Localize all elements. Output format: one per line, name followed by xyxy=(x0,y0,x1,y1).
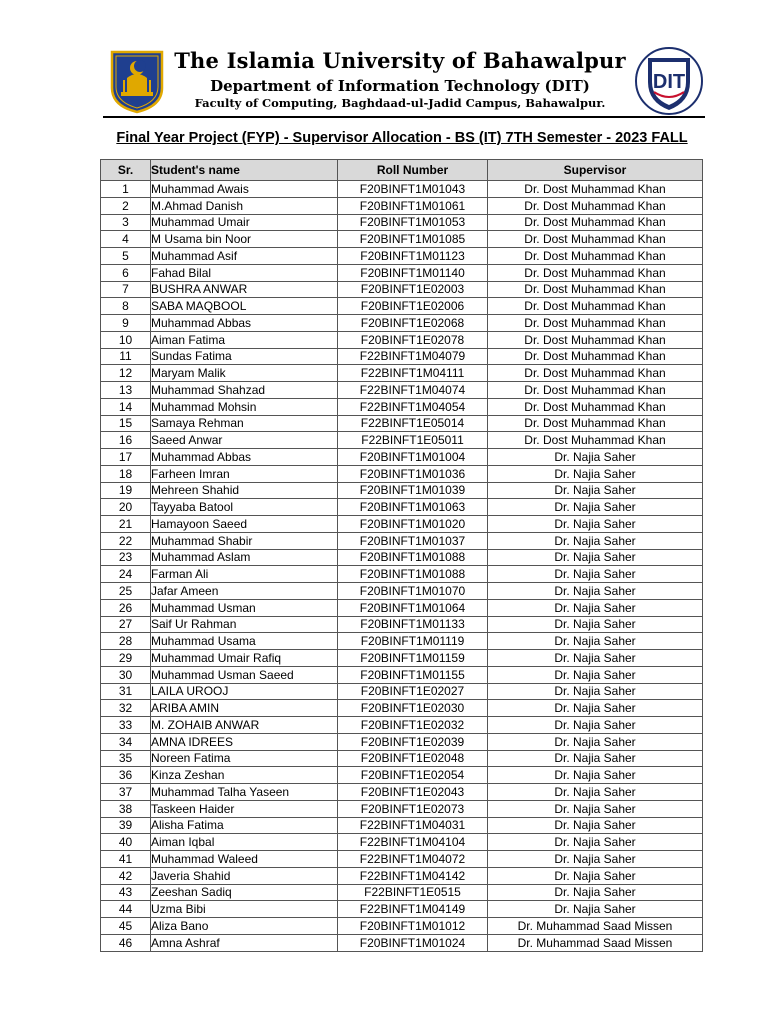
cell-supervisor: Dr. Najia Saher xyxy=(488,817,703,834)
table-row xyxy=(101,214,703,231)
cell-sr: 34 xyxy=(101,733,151,750)
cell-student-name: Muhammad Usman xyxy=(151,599,338,616)
cell-roll-number: F22BINFT1M04054 xyxy=(338,398,488,415)
cell-sr: 32 xyxy=(101,700,151,717)
cell-roll-number: F20BINFT1M01043 xyxy=(338,181,488,198)
table-row xyxy=(101,516,703,533)
cell-sr: 15 xyxy=(101,415,151,432)
cell-roll-number: F20BINFT1M01088 xyxy=(338,549,488,566)
cell-supervisor: Dr. Dost Muhammad Khan xyxy=(488,197,703,214)
cell-supervisor: Dr. Najia Saher xyxy=(488,683,703,700)
cell-sr: 25 xyxy=(101,583,151,600)
cell-supervisor: Dr. Najia Saher xyxy=(488,566,703,583)
column-header-roll: Roll Number xyxy=(338,160,488,181)
cell-roll-number: F22BINFT1M04111 xyxy=(338,365,488,382)
dit-shield-logo-icon xyxy=(634,46,704,116)
cell-supervisor: Dr. Najia Saher xyxy=(488,616,703,633)
table-row xyxy=(101,616,703,633)
cell-roll-number: F22BINFT1M04072 xyxy=(338,851,488,868)
cell-supervisor: Dr. Muhammad Saad Missen xyxy=(488,934,703,951)
cell-roll-number: F20BINFT1E02032 xyxy=(338,717,488,734)
cell-roll-number: F20BINFT1M01119 xyxy=(338,633,488,650)
cell-roll-number: F20BINFT1M01064 xyxy=(338,599,488,616)
dit-logo-text: DIT xyxy=(652,71,686,93)
cell-sr: 33 xyxy=(101,717,151,734)
table-row xyxy=(101,683,703,700)
cell-student-name: Amna Ashraf xyxy=(151,934,338,951)
cell-sr: 2 xyxy=(101,197,151,214)
cell-sr: 45 xyxy=(101,918,151,935)
cell-student-name: BUSHRA ANWAR xyxy=(151,281,338,298)
cell-supervisor: Dr. Dost Muhammad Khan xyxy=(488,264,703,281)
cell-roll-number: F20BINFT1M01037 xyxy=(338,532,488,549)
cell-supervisor: Dr. Najia Saher xyxy=(488,583,703,600)
cell-supervisor: Dr. Dost Muhammad Khan xyxy=(488,331,703,348)
cell-sr: 5 xyxy=(101,248,151,265)
table-row xyxy=(101,700,703,717)
cell-sr: 29 xyxy=(101,650,151,667)
cell-roll-number: F22BINFT1M04031 xyxy=(338,817,488,834)
cell-sr: 8 xyxy=(101,298,151,315)
table-row xyxy=(101,834,703,851)
cell-student-name: Saeed Anwar xyxy=(151,432,338,449)
cell-student-name: Jafar Ameen xyxy=(151,583,338,600)
cell-student-name: Fahad Bilal xyxy=(151,264,338,281)
table-row xyxy=(101,298,703,315)
cell-roll-number: F22BINFT1E05011 xyxy=(338,432,488,449)
cell-student-name: Aliza Bano xyxy=(151,918,338,935)
cell-sr: 35 xyxy=(101,750,151,767)
cell-supervisor: Dr. Dost Muhammad Khan xyxy=(488,298,703,315)
cell-student-name: Samaya Rehman xyxy=(151,415,338,432)
cell-roll-number: F20BINFT1M01070 xyxy=(338,583,488,600)
cell-student-name: AMNA IDREES xyxy=(151,733,338,750)
cell-roll-number: F22BINFT1M04142 xyxy=(338,867,488,884)
table-row xyxy=(101,884,703,901)
cell-student-name: M Usama bin Noor xyxy=(151,231,338,248)
cell-supervisor: Dr. Najia Saher xyxy=(488,633,703,650)
cell-sr: 17 xyxy=(101,449,151,466)
cell-sr: 41 xyxy=(101,851,151,868)
cell-roll-number: F20BINFT1E02043 xyxy=(338,784,488,801)
cell-supervisor: Dr. Najia Saher xyxy=(488,449,703,466)
cell-student-name: Aiman Iqbal xyxy=(151,834,338,851)
cell-student-name: Muhammad Abbas xyxy=(151,449,338,466)
cell-sr: 6 xyxy=(101,264,151,281)
cell-sr: 12 xyxy=(101,365,151,382)
cell-supervisor: Dr. Dost Muhammad Khan xyxy=(488,281,703,298)
cell-supervisor: Dr. Dost Muhammad Khan xyxy=(488,214,703,231)
cell-roll-number: F20BINFT1E02039 xyxy=(338,733,488,750)
cell-roll-number: F20BINFT1M01039 xyxy=(338,482,488,499)
department-name: Department of Information Technology (DIT) xyxy=(210,77,590,95)
table-row xyxy=(101,599,703,616)
cell-sr: 26 xyxy=(101,599,151,616)
cell-roll-number: F22BINFT1E05014 xyxy=(338,415,488,432)
cell-roll-number: F20BINFT1M01088 xyxy=(338,566,488,583)
table-row xyxy=(101,432,703,449)
cell-roll-number: F20BINFT1M01133 xyxy=(338,616,488,633)
cell-student-name: Kinza Zeshan xyxy=(151,767,338,784)
cell-sr: 16 xyxy=(101,432,151,449)
table-row xyxy=(101,633,703,650)
cell-student-name: Muhammad Umair Rafiq xyxy=(151,650,338,667)
table-row xyxy=(101,800,703,817)
cell-student-name: Hamayoon Saeed xyxy=(151,516,338,533)
cell-sr: 19 xyxy=(101,482,151,499)
cell-student-name: Muhammad Usman Saeed xyxy=(151,666,338,683)
cell-roll-number: F22BINFT1M04104 xyxy=(338,834,488,851)
table-row xyxy=(101,733,703,750)
cell-roll-number: F20BINFT1E02068 xyxy=(338,315,488,332)
cell-supervisor: Dr. Najia Saher xyxy=(488,867,703,884)
cell-student-name: Farman Ali xyxy=(151,566,338,583)
cell-student-name: Maryam Malik xyxy=(151,365,338,382)
cell-sr: 21 xyxy=(101,516,151,533)
cell-supervisor: Dr. Dost Muhammad Khan xyxy=(488,432,703,449)
table-row xyxy=(101,197,703,214)
document-title: Final Year Project (FYP) - Supervisor Allocation - BS (IT) 7TH Semester - 2023 FALL xyxy=(116,130,688,146)
cell-supervisor: Dr. Najia Saher xyxy=(488,465,703,482)
cell-sr: 1 xyxy=(101,181,151,198)
cell-student-name: Zeeshan Sadiq xyxy=(151,884,338,901)
table-row xyxy=(101,650,703,667)
table-row xyxy=(101,583,703,600)
cell-student-name: Alisha Fatima xyxy=(151,817,338,834)
table-row xyxy=(101,365,703,382)
cell-supervisor: Dr. Najia Saher xyxy=(488,516,703,533)
cell-sr: 20 xyxy=(101,499,151,516)
table-row xyxy=(101,767,703,784)
cell-student-name: Muhammad Talha Yaseen xyxy=(151,784,338,801)
cell-sr: 7 xyxy=(101,281,151,298)
table-header-row xyxy=(101,160,703,181)
table-row xyxy=(101,499,703,516)
cell-sr: 24 xyxy=(101,566,151,583)
table-row xyxy=(101,231,703,248)
cell-student-name: Muhammad Awais xyxy=(151,181,338,198)
university-crest-icon xyxy=(108,48,166,114)
cell-supervisor: Dr. Dost Muhammad Khan xyxy=(488,348,703,365)
cell-roll-number: F20BINFT1E02027 xyxy=(338,683,488,700)
table-row xyxy=(101,817,703,834)
table-row xyxy=(101,415,703,432)
table-row xyxy=(101,918,703,935)
cell-supervisor: Dr. Najia Saher xyxy=(488,717,703,734)
table-row xyxy=(101,851,703,868)
table-row xyxy=(101,784,703,801)
cell-student-name: Uzma Bibi xyxy=(151,901,338,918)
cell-roll-number: F20BINFT1E02073 xyxy=(338,800,488,817)
cell-supervisor: Dr. Najia Saher xyxy=(488,884,703,901)
cell-roll-number: F20BINFT1M01053 xyxy=(338,214,488,231)
cell-student-name: Aiman Fatima xyxy=(151,331,338,348)
cell-supervisor: Dr. Najia Saher xyxy=(488,851,703,868)
cell-roll-number: F20BINFT1M01061 xyxy=(338,197,488,214)
cell-student-name: Noreen Fatima xyxy=(151,750,338,767)
header-divider xyxy=(103,116,705,118)
cell-sr: 38 xyxy=(101,800,151,817)
cell-supervisor: Dr. Dost Muhammad Khan xyxy=(488,415,703,432)
cell-student-name: Farheen Imran xyxy=(151,465,338,482)
cell-roll-number: F20BINFT1E02030 xyxy=(338,700,488,717)
cell-student-name: Javeria Shahid xyxy=(151,867,338,884)
table-row xyxy=(101,181,703,198)
table-row xyxy=(101,264,703,281)
cell-student-name: ARIBA AMIN xyxy=(151,700,338,717)
cell-sr: 40 xyxy=(101,834,151,851)
cell-roll-number: F22BINFT1M04149 xyxy=(338,901,488,918)
cell-student-name: M. ZOHAIB ANWAR xyxy=(151,717,338,734)
table-row xyxy=(101,348,703,365)
table-row xyxy=(101,398,703,415)
cell-sr: 27 xyxy=(101,616,151,633)
cell-student-name: Taskeen Haider xyxy=(151,800,338,817)
cell-sr: 28 xyxy=(101,633,151,650)
cell-sr: 31 xyxy=(101,683,151,700)
table-row xyxy=(101,750,703,767)
cell-supervisor: Dr. Najia Saher xyxy=(488,733,703,750)
table-row xyxy=(101,717,703,734)
cell-roll-number: F22BINFT1M04079 xyxy=(338,348,488,365)
table-row xyxy=(101,382,703,399)
cell-student-name: Muhammad Usama xyxy=(151,633,338,650)
cell-supervisor: Dr. Najia Saher xyxy=(488,901,703,918)
table-row xyxy=(101,331,703,348)
cell-sr: 9 xyxy=(101,315,151,332)
cell-student-name: Sundas Fatima xyxy=(151,348,338,365)
cell-supervisor: Dr. Dost Muhammad Khan xyxy=(488,365,703,382)
cell-sr: 42 xyxy=(101,867,151,884)
cell-roll-number: F20BINFT1M01004 xyxy=(338,449,488,466)
cell-sr: 10 xyxy=(101,331,151,348)
table-row xyxy=(101,449,703,466)
table-row xyxy=(101,901,703,918)
cell-supervisor: Dr. Dost Muhammad Khan xyxy=(488,382,703,399)
cell-supervisor: Dr. Najia Saher xyxy=(488,700,703,717)
table-body xyxy=(101,181,703,952)
cell-supervisor: Dr. Najia Saher xyxy=(488,666,703,683)
cell-supervisor: Dr. Dost Muhammad Khan xyxy=(488,248,703,265)
cell-roll-number: F20BINFT1M01012 xyxy=(338,918,488,935)
column-header-sr: Sr. xyxy=(101,160,151,181)
cell-sr: 46 xyxy=(101,934,151,951)
cell-sr: 37 xyxy=(101,784,151,801)
cell-student-name: Muhammad Mohsin xyxy=(151,398,338,415)
cell-roll-number: F20BINFT1E02006 xyxy=(338,298,488,315)
cell-student-name: M.Ahmad Danish xyxy=(151,197,338,214)
table-row xyxy=(101,549,703,566)
cell-supervisor: Dr. Najia Saher xyxy=(488,750,703,767)
cell-roll-number: F20BINFT1M01140 xyxy=(338,264,488,281)
cell-supervisor: Dr. Najia Saher xyxy=(488,599,703,616)
table-row xyxy=(101,465,703,482)
cell-supervisor: Dr. Najia Saher xyxy=(488,499,703,516)
cell-sr: 30 xyxy=(101,666,151,683)
cell-supervisor: Dr. Najia Saher xyxy=(488,767,703,784)
cell-supervisor: Dr. Muhammad Saad Missen xyxy=(488,918,703,935)
table-row xyxy=(101,248,703,265)
column-header-name: Student's name xyxy=(151,160,338,181)
cell-sr: 22 xyxy=(101,532,151,549)
cell-supervisor: Dr. Najia Saher xyxy=(488,532,703,549)
cell-sr: 18 xyxy=(101,465,151,482)
cell-roll-number: F20BINFT1M01036 xyxy=(338,465,488,482)
cell-supervisor: Dr. Dost Muhammad Khan xyxy=(488,398,703,415)
cell-sr: 13 xyxy=(101,382,151,399)
cell-roll-number: F20BINFT1E02054 xyxy=(338,767,488,784)
cell-roll-number: F20BINFT1E02078 xyxy=(338,331,488,348)
cell-roll-number: F20BINFT1M01085 xyxy=(338,231,488,248)
cell-student-name: SABA MAQBOOL xyxy=(151,298,338,315)
cell-sr: 4 xyxy=(101,231,151,248)
cell-supervisor: Dr. Najia Saher xyxy=(488,784,703,801)
table-row xyxy=(101,666,703,683)
cell-sr: 36 xyxy=(101,767,151,784)
cell-supervisor: Dr. Najia Saher xyxy=(488,834,703,851)
cell-student-name: Muhammad Abbas xyxy=(151,315,338,332)
cell-sr: 11 xyxy=(101,348,151,365)
cell-student-name: Muhammad Aslam xyxy=(151,549,338,566)
cell-roll-number: F20BINFT1M01063 xyxy=(338,499,488,516)
cell-supervisor: Dr. Najia Saher xyxy=(488,650,703,667)
allocation-table xyxy=(100,159,703,952)
cell-sr: 14 xyxy=(101,398,151,415)
cell-roll-number: F22BINFT1M04074 xyxy=(338,382,488,399)
cell-student-name: Saif Ur Rahman xyxy=(151,616,338,633)
cell-supervisor: Dr. Dost Muhammad Khan xyxy=(488,231,703,248)
cell-sr: 39 xyxy=(101,817,151,834)
cell-student-name: Muhammad Shabir xyxy=(151,532,338,549)
table-row xyxy=(101,315,703,332)
cell-supervisor: Dr. Dost Muhammad Khan xyxy=(488,315,703,332)
cell-student-name: Muhammad Umair xyxy=(151,214,338,231)
cell-roll-number: F20BINFT1M01020 xyxy=(338,516,488,533)
cell-student-name: Muhammad Shahzad xyxy=(151,382,338,399)
cell-roll-number: F20BINFT1E02003 xyxy=(338,281,488,298)
cell-sr: 43 xyxy=(101,884,151,901)
cell-student-name: Mehreen Shahid xyxy=(151,482,338,499)
table-row xyxy=(101,281,703,298)
cell-roll-number: F20BINFT1M01159 xyxy=(338,650,488,667)
cell-student-name: Muhammad Asif xyxy=(151,248,338,265)
table-row xyxy=(101,532,703,549)
cell-roll-number: F20BINFT1M01024 xyxy=(338,934,488,951)
table-row xyxy=(101,867,703,884)
table-row xyxy=(101,482,703,499)
cell-supervisor: Dr. Dost Muhammad Khan xyxy=(488,181,703,198)
cell-sr: 44 xyxy=(101,901,151,918)
cell-supervisor: Dr. Najia Saher xyxy=(488,549,703,566)
table-row xyxy=(101,934,703,951)
cell-student-name: Tayyaba Batool xyxy=(151,499,338,516)
university-name: The Islamia University of Bahawalpur xyxy=(174,48,626,73)
column-header-supervisor: Supervisor xyxy=(488,160,703,181)
table-row xyxy=(101,566,703,583)
cell-roll-number: F20BINFT1M01155 xyxy=(338,666,488,683)
cell-student-name: Muhammad Waleed xyxy=(151,851,338,868)
cell-roll-number: F22BINFT1E0515 xyxy=(338,884,488,901)
cell-roll-number: F20BINFT1M01123 xyxy=(338,248,488,265)
cell-roll-number: F20BINFT1E02048 xyxy=(338,750,488,767)
faculty-line: Faculty of Computing, Baghdaad-ul-Jadid Campus, Bahawalpur. xyxy=(194,96,606,110)
cell-supervisor: Dr. Najia Saher xyxy=(488,482,703,499)
cell-sr: 23 xyxy=(101,549,151,566)
cell-supervisor: Dr. Najia Saher xyxy=(488,800,703,817)
cell-student-name: LAILA UROOJ xyxy=(151,683,338,700)
cell-sr: 3 xyxy=(101,214,151,231)
